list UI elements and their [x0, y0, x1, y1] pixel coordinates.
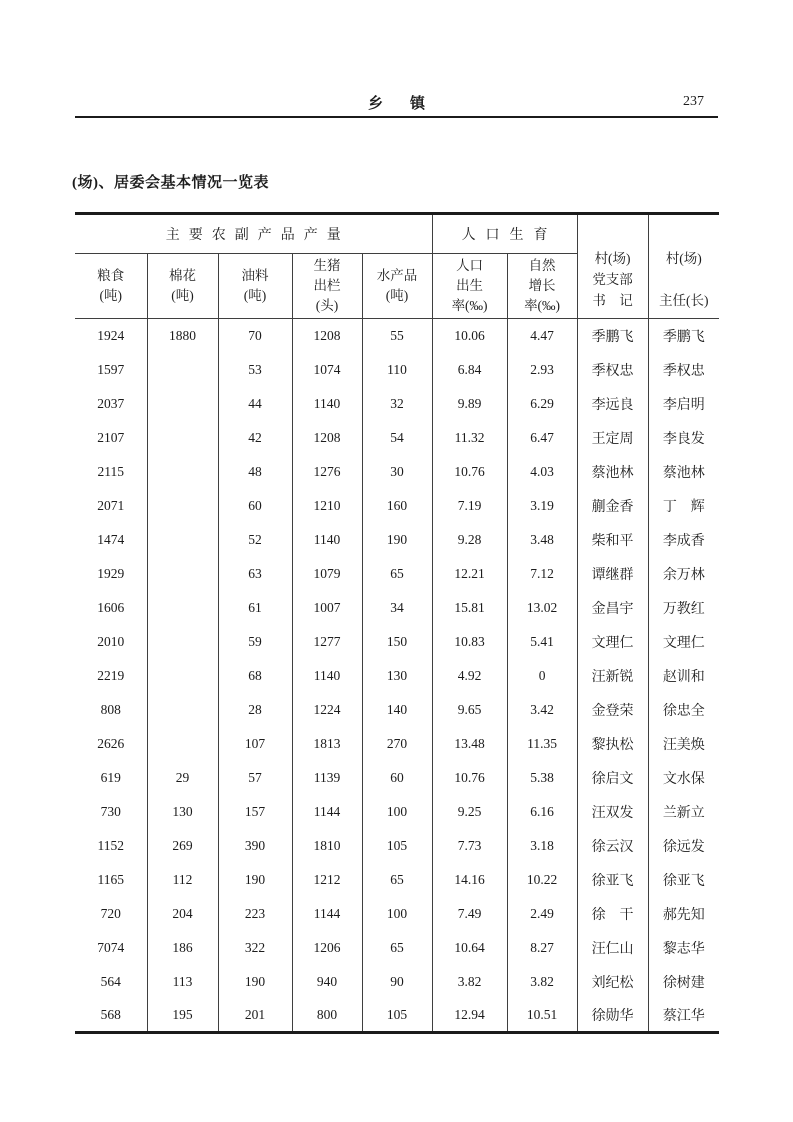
value-cell: 2.93 — [507, 353, 577, 387]
header-line: 党支部 — [592, 271, 633, 287]
name-cell: 兰新立 — [648, 795, 719, 829]
group-header-population-birth: 人口生育 — [432, 214, 577, 254]
header-line: 粮食 — [97, 268, 125, 283]
value-cell — [147, 557, 218, 591]
table-row — [75, 965, 719, 999]
value-cell: 1924 — [97, 327, 125, 343]
value-cell: 3.19 — [507, 489, 577, 523]
value-cell: 190 — [218, 965, 292, 999]
value-cell: 1206 — [292, 931, 362, 965]
table-row — [75, 761, 719, 795]
name-cell: 柴和平 — [577, 523, 648, 557]
village-stats-table — [75, 212, 719, 1034]
value-cell: 100 — [362, 795, 432, 829]
value-cell: 1810 — [292, 829, 362, 863]
name-cell: 郝先知 — [648, 897, 719, 931]
table-row — [75, 421, 719, 455]
header-line: 率(‰) — [524, 298, 561, 313]
name-cell: 余万林 — [648, 557, 719, 591]
sub-header-cell — [362, 254, 432, 319]
value-cell: 65 — [362, 931, 432, 965]
value-cell: 10.83 — [432, 625, 507, 659]
value-cell: 10.22 — [507, 863, 577, 897]
name-cell: 万教红 — [648, 591, 719, 625]
header-line: 增长 — [528, 278, 556, 293]
name-cell: 汪新锐 — [577, 659, 648, 693]
value-cell: 1813 — [292, 727, 362, 761]
name-cell: 徐云汉 — [577, 829, 648, 863]
value-cell: 800 — [292, 999, 362, 1033]
value-cell: 1139 — [292, 761, 362, 795]
value-cell: 140 — [362, 693, 432, 727]
value-cell: 1074 — [292, 353, 362, 387]
value-cell: 9.25 — [432, 795, 507, 829]
value-cell: 322 — [218, 931, 292, 965]
value-cell: 201 — [218, 999, 292, 1033]
value-cell: 1929 — [97, 565, 125, 581]
header-line: 书 记 — [592, 292, 633, 308]
value-cell: 13.48 — [432, 727, 507, 761]
name-cell: 文水保 — [648, 761, 719, 795]
name-cell: 文理仁 — [577, 625, 648, 659]
value-cell — [147, 523, 218, 557]
value-cell: 6.16 — [507, 795, 577, 829]
value-cell: 4.47 — [507, 319, 577, 353]
header-line: 村(场) — [665, 250, 702, 266]
table-row — [75, 625, 719, 659]
value-cell — [147, 727, 218, 761]
value-cell: 13.02 — [507, 591, 577, 625]
value-cell: 11.32 — [432, 421, 507, 455]
table-body — [75, 319, 719, 1033]
value-cell: 0 — [507, 659, 577, 693]
value-cell: 2115 — [97, 463, 124, 479]
name-cell: 李良发 — [648, 421, 719, 455]
value-cell: 59 — [218, 625, 292, 659]
value-cell: 30 — [362, 455, 432, 489]
value-cell: 1152 — [97, 837, 124, 853]
value-cell: 6.84 — [432, 353, 507, 387]
value-cell: 112 — [147, 863, 218, 897]
name-cell: 赵训和 — [648, 659, 719, 693]
header-line: 油料 — [241, 268, 269, 283]
table-row — [75, 693, 719, 727]
value-cell: 130 — [362, 659, 432, 693]
value-cell: 619 — [100, 769, 121, 785]
table-row — [75, 387, 719, 421]
value-cell: 2071 — [97, 497, 125, 513]
name-cell: 李成香 — [648, 523, 719, 557]
value-cell: 2.49 — [507, 897, 577, 931]
value-cell: 4.92 — [432, 659, 507, 693]
value-cell: 10.76 — [432, 761, 507, 795]
value-cell — [147, 455, 218, 489]
value-cell: 10.76 — [432, 455, 507, 489]
header-line: 率(‰) — [451, 298, 488, 313]
value-cell: 60 — [218, 489, 292, 523]
group-header-row — [75, 214, 719, 254]
value-cell: 70 — [218, 319, 292, 353]
value-cell: 808 — [100, 701, 121, 717]
value-cell: 1474 — [97, 531, 125, 547]
value-cell: 44 — [218, 387, 292, 421]
value-cell: 60 — [362, 761, 432, 795]
value-cell: 28 — [218, 693, 292, 727]
value-cell: 1277 — [292, 625, 362, 659]
value-cell: 568 — [100, 1006, 121, 1022]
name-cell: 徐亚飞 — [577, 863, 648, 897]
header-line: 主任(长) — [659, 292, 709, 308]
value-cell: 12.94 — [432, 999, 507, 1033]
header-line: 棉花 — [169, 268, 196, 283]
name-cell: 王定周 — [577, 421, 648, 455]
value-cell — [147, 625, 218, 659]
value-cell: 7.19 — [432, 489, 507, 523]
running-head: 乡 镇 — [367, 96, 431, 112]
value-cell: 32 — [362, 387, 432, 421]
value-cell: 9.28 — [432, 523, 507, 557]
name-cell: 蒯金香 — [577, 489, 648, 523]
value-cell: 1597 — [97, 361, 125, 377]
value-cell: 1606 — [97, 599, 125, 615]
name-cell: 季权忠 — [648, 353, 719, 387]
value-cell: 195 — [147, 999, 218, 1033]
name-cell: 丁 辉 — [648, 489, 719, 523]
header-line: (吨) — [171, 288, 194, 303]
table-row — [75, 931, 719, 965]
value-cell: 55 — [362, 319, 432, 353]
value-cell: 564 — [100, 973, 121, 989]
value-cell: 3.82 — [507, 965, 577, 999]
value-cell: 3.48 — [507, 523, 577, 557]
name-cell: 金昌宇 — [577, 591, 648, 625]
value-cell: 11.35 — [507, 727, 577, 761]
table-row — [75, 523, 719, 557]
value-cell: 940 — [292, 965, 362, 999]
value-cell: 1140 — [292, 659, 362, 693]
value-cell: 7074 — [97, 939, 125, 955]
name-cell: 谭继群 — [577, 557, 648, 591]
value-cell: 2219 — [97, 667, 125, 683]
column-header-village-director — [648, 214, 719, 319]
value-cell: 2626 — [97, 735, 125, 751]
name-cell: 徐远发 — [648, 829, 719, 863]
sub-header-cell — [147, 254, 218, 319]
value-cell: 730 — [100, 803, 121, 819]
sub-header-cell — [507, 254, 577, 319]
name-cell: 徐启文 — [577, 761, 648, 795]
value-cell — [147, 489, 218, 523]
value-cell: 1210 — [292, 489, 362, 523]
value-cell: 105 — [362, 829, 432, 863]
name-cell: 汪美焕 — [648, 727, 719, 761]
value-cell: 720 — [100, 905, 121, 921]
value-cell: 150 — [362, 625, 432, 659]
name-cell: 季权忠 — [577, 353, 648, 387]
value-cell: 223 — [218, 897, 292, 931]
value-cell: 68 — [218, 659, 292, 693]
name-cell: 汪仁山 — [577, 931, 648, 965]
name-cell: 徐忠全 — [648, 693, 719, 727]
table-row — [75, 897, 719, 931]
value-cell: 2107 — [97, 429, 125, 445]
value-cell — [147, 591, 218, 625]
value-cell: 204 — [147, 897, 218, 931]
value-cell: 6.29 — [507, 387, 577, 421]
table-row — [75, 863, 719, 897]
name-cell: 蔡池林 — [577, 455, 648, 489]
value-cell: 2010 — [97, 633, 125, 649]
value-cell: 34 — [362, 591, 432, 625]
header-line: 出栏 — [313, 278, 341, 293]
header-line: 自然 — [528, 258, 556, 273]
name-cell: 徐亚飞 — [648, 863, 719, 897]
value-cell: 269 — [147, 829, 218, 863]
table-row — [75, 455, 719, 489]
name-cell: 汪双发 — [577, 795, 648, 829]
sub-header-cell — [218, 254, 292, 319]
value-cell: 5.41 — [507, 625, 577, 659]
table-row — [75, 489, 719, 523]
table-row — [75, 659, 719, 693]
value-cell: 7.49 — [432, 897, 507, 931]
name-cell: 金登荣 — [577, 693, 648, 727]
value-cell: 186 — [147, 931, 218, 965]
value-cell: 1276 — [292, 455, 362, 489]
value-cell: 1224 — [292, 693, 362, 727]
column-header-party-secretary — [577, 214, 648, 319]
name-cell: 蔡江华 — [648, 999, 719, 1033]
value-cell — [147, 693, 218, 727]
value-cell: 57 — [218, 761, 292, 795]
value-cell: 53 — [218, 353, 292, 387]
value-cell: 1140 — [292, 523, 362, 557]
name-cell: 文理仁 — [648, 625, 719, 659]
sub-header-cell — [75, 254, 147, 319]
value-cell: 10.51 — [507, 999, 577, 1033]
value-cell: 3.82 — [432, 965, 507, 999]
value-cell — [147, 421, 218, 455]
value-cell: 100 — [362, 897, 432, 931]
name-cell: 季鹏飞 — [648, 319, 719, 353]
value-cell: 1007 — [292, 591, 362, 625]
value-cell: 1880 — [147, 319, 218, 353]
value-cell: 10.06 — [432, 319, 507, 353]
value-cell: 9.89 — [432, 387, 507, 421]
table-row — [75, 829, 719, 863]
header-line: 生猪 — [313, 258, 341, 273]
value-cell: 113 — [147, 965, 218, 999]
table-row — [75, 795, 719, 829]
value-cell: 3.42 — [507, 693, 577, 727]
name-cell: 李启明 — [648, 387, 719, 421]
value-cell: 6.47 — [507, 421, 577, 455]
value-cell: 65 — [362, 557, 432, 591]
value-cell: 110 — [362, 353, 432, 387]
name-cell: 徐勋华 — [577, 999, 648, 1033]
sub-header-cell — [432, 254, 507, 319]
value-cell: 107 — [218, 727, 292, 761]
value-cell: 190 — [218, 863, 292, 897]
table-row — [75, 591, 719, 625]
table-row — [75, 353, 719, 387]
value-cell: 157 — [218, 795, 292, 829]
header-line: (头) — [315, 298, 339, 313]
name-cell: 黎志华 — [648, 931, 719, 965]
value-cell: 130 — [147, 795, 218, 829]
name-cell: 蔡池林 — [648, 455, 719, 489]
value-cell — [147, 659, 218, 693]
value-cell: 160 — [362, 489, 432, 523]
name-cell: 季鹏飞 — [577, 319, 648, 353]
value-cell: 63 — [218, 557, 292, 591]
table-title: (场)、居委会基本情况一览表 — [72, 175, 269, 191]
value-cell: 9.65 — [432, 693, 507, 727]
value-cell: 1212 — [292, 863, 362, 897]
group-header-farm-products: 主要农副产品产量 — [75, 214, 432, 254]
value-cell: 1165 — [97, 871, 124, 887]
name-cell: 徐树建 — [648, 965, 719, 999]
header-line: (吨) — [385, 288, 409, 303]
value-cell: 90 — [362, 965, 432, 999]
value-cell: 7.12 — [507, 557, 577, 591]
value-cell: 5.38 — [507, 761, 577, 795]
value-cell: 270 — [362, 727, 432, 761]
value-cell: 1208 — [292, 421, 362, 455]
header-line: 村(场) — [594, 250, 631, 266]
value-cell: 190 — [362, 523, 432, 557]
value-cell: 42 — [218, 421, 292, 455]
value-cell: 61 — [218, 591, 292, 625]
page-number: 237 — [683, 94, 704, 109]
value-cell: 10.64 — [432, 931, 507, 965]
table-row — [75, 727, 719, 761]
value-cell: 1208 — [292, 319, 362, 353]
value-cell — [147, 387, 218, 421]
name-cell: 李远良 — [577, 387, 648, 421]
sub-header-cell — [292, 254, 362, 319]
header-rule — [75, 116, 718, 118]
header-line: (吨) — [243, 288, 267, 303]
value-cell: 14.16 — [432, 863, 507, 897]
value-cell: 1144 — [292, 795, 362, 829]
value-cell: 8.27 — [507, 931, 577, 965]
value-cell: 390 — [218, 829, 292, 863]
value-cell: 29 — [147, 761, 218, 795]
value-cell: 3.18 — [507, 829, 577, 863]
name-cell: 黎执松 — [577, 727, 648, 761]
table-row — [75, 319, 719, 353]
value-cell: 52 — [218, 523, 292, 557]
value-cell: 1144 — [292, 897, 362, 931]
table-row — [75, 999, 719, 1033]
value-cell: 2037 — [97, 395, 125, 411]
value-cell: 1140 — [292, 387, 362, 421]
value-cell: 12.21 — [432, 557, 507, 591]
table-container — [75, 212, 719, 1034]
table-row — [75, 557, 719, 591]
value-cell: 4.03 — [507, 455, 577, 489]
value-cell: 1079 — [292, 557, 362, 591]
name-cell: 徐 干 — [577, 897, 648, 931]
value-cell: 54 — [362, 421, 432, 455]
name-cell: 刘纪松 — [577, 965, 648, 999]
value-cell: 7.73 — [432, 829, 507, 863]
value-cell: 65 — [362, 863, 432, 897]
value-cell: 105 — [362, 999, 432, 1033]
header-line: 人口 — [456, 258, 484, 273]
header-line: (吨) — [99, 288, 122, 303]
header-line: 水产品 — [376, 268, 418, 283]
value-cell: 15.81 — [432, 591, 507, 625]
header-line: 出生 — [456, 278, 484, 293]
value-cell: 48 — [218, 455, 292, 489]
value-cell — [147, 353, 218, 387]
